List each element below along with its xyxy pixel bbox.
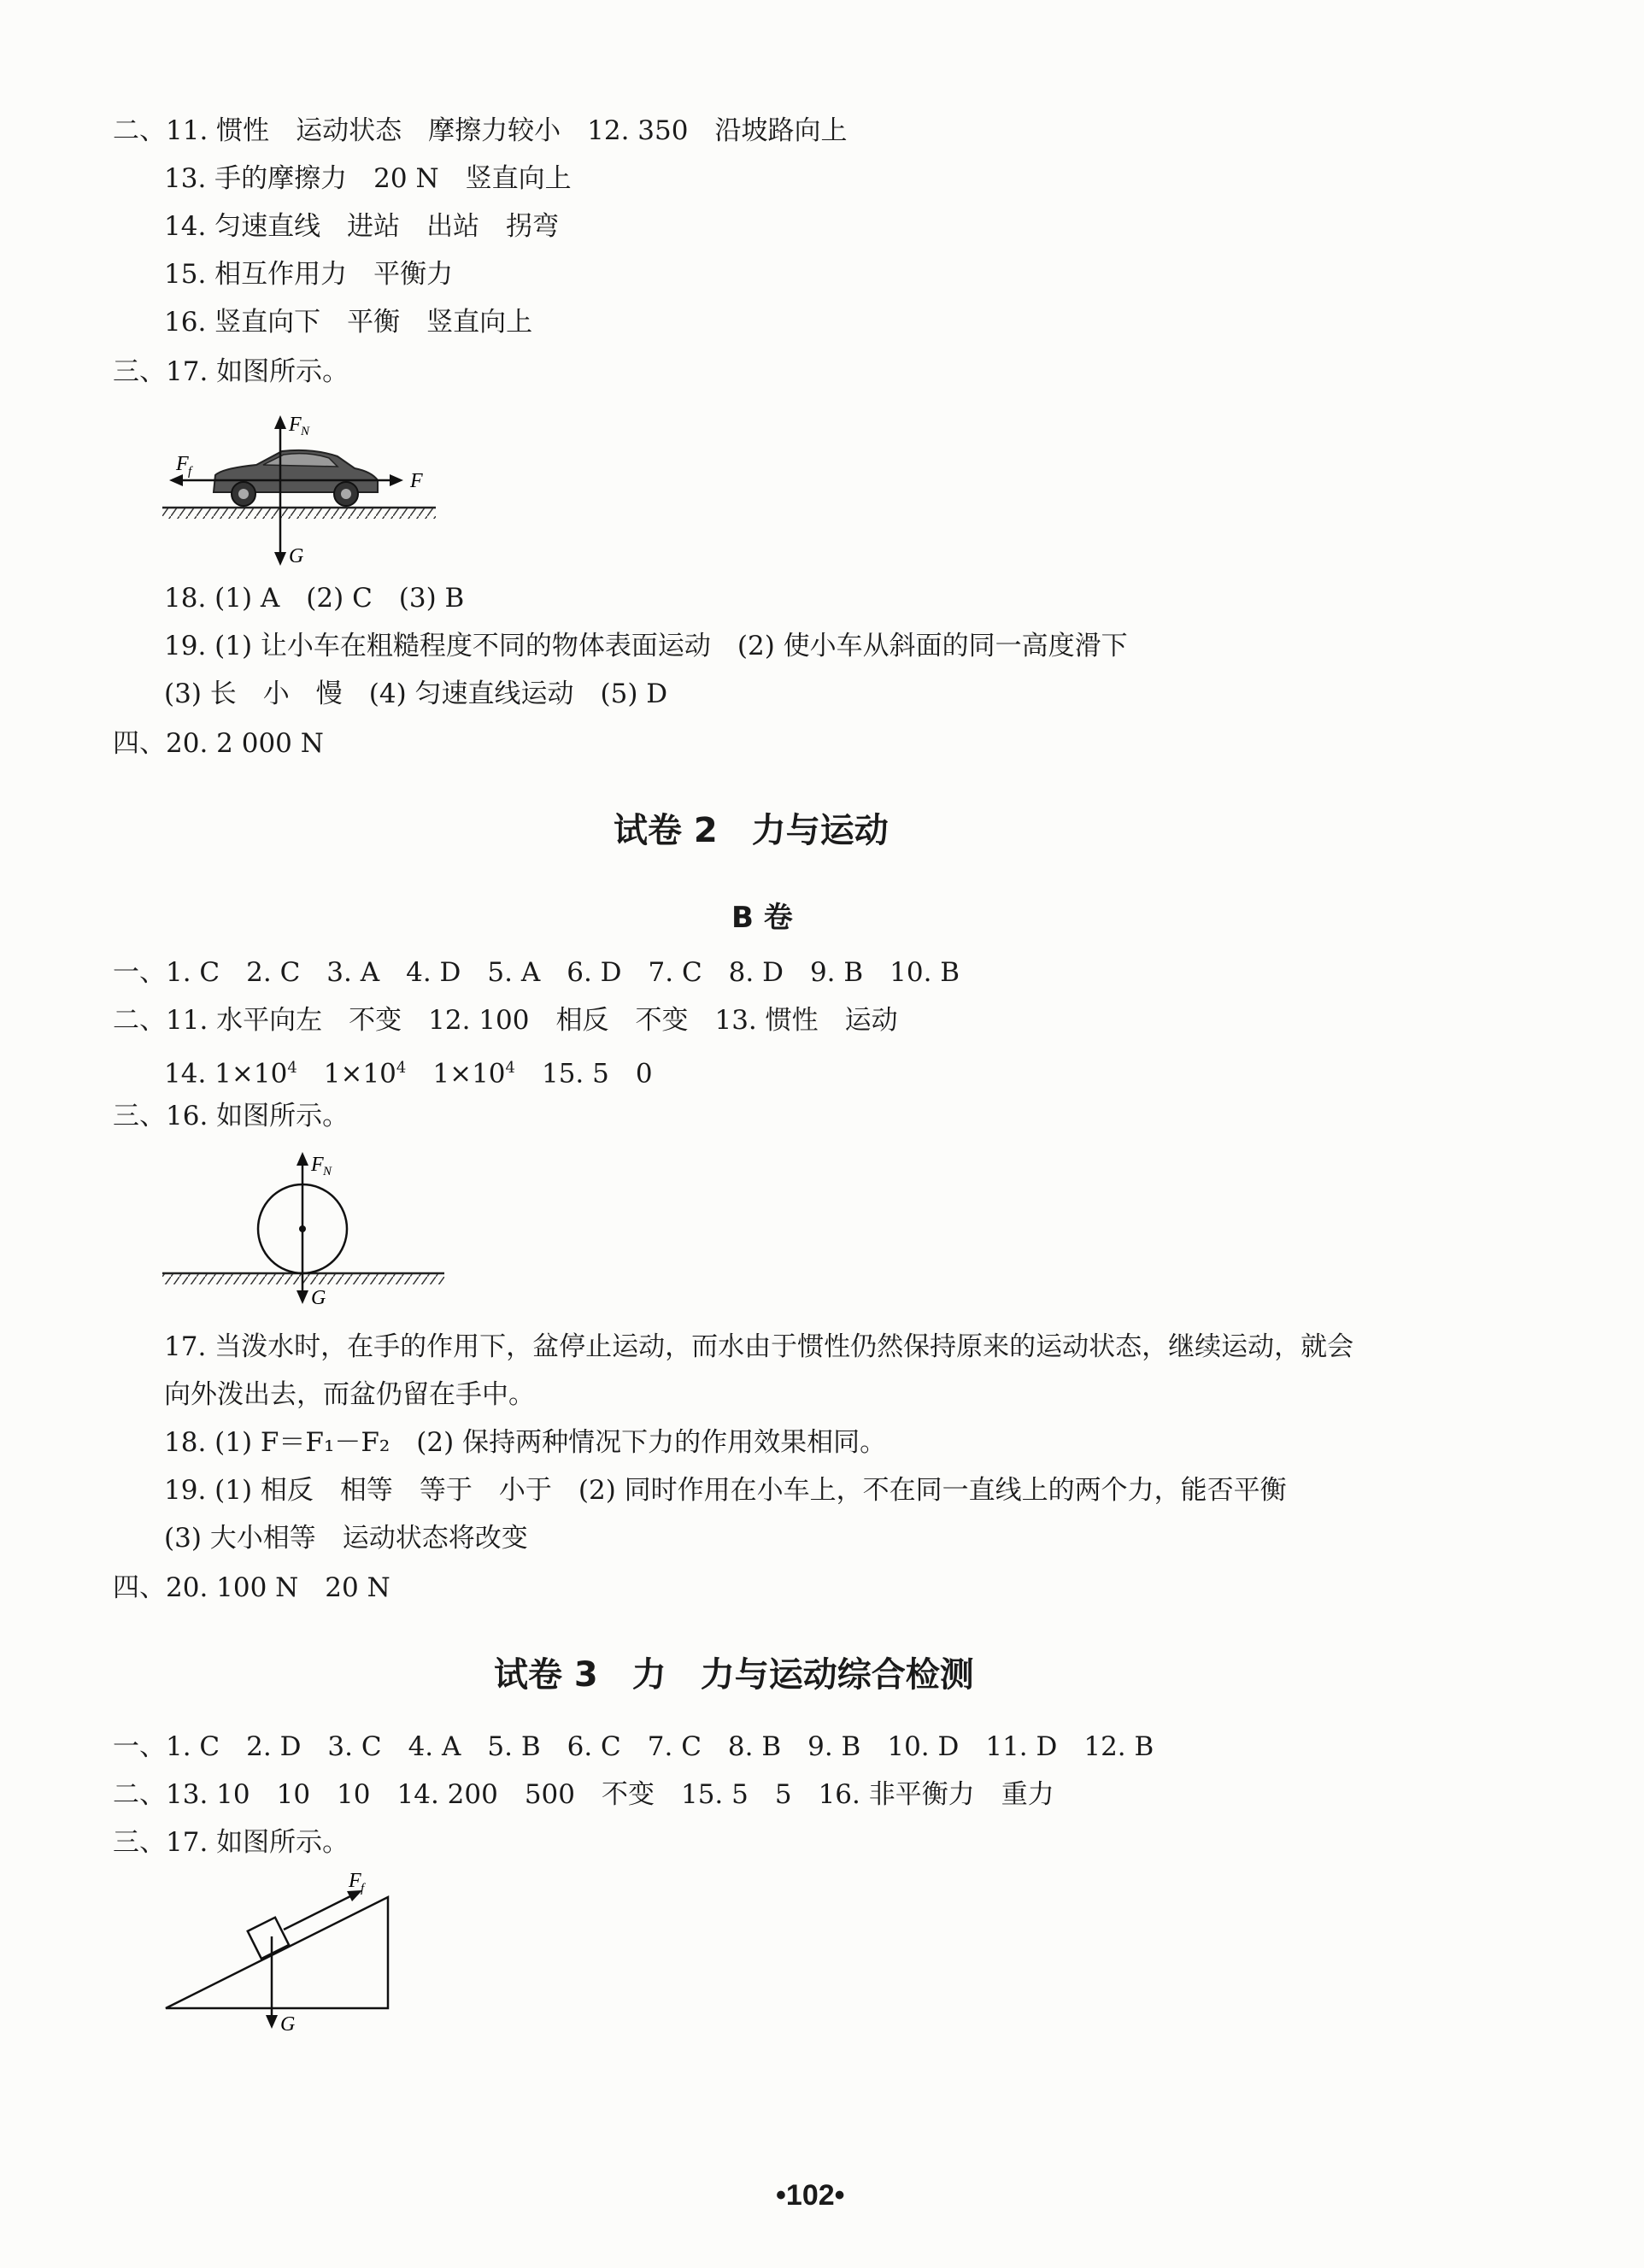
mc-answers-2: 一、1. C 2. C 3. A 4. D 5. A 6. D 7. C 8. D 9. B 10. B (113, 957, 960, 988)
line14-tail: 15. 5 0 (541, 1058, 653, 1090)
g-label-3: G (280, 2013, 296, 2036)
block-icon (248, 1918, 289, 1959)
answer-line-11-12: 二、11. 惯性 运动状态 摩擦力较小 12. 350 沿坡路向上 (113, 115, 848, 146)
fn-sub: N (301, 425, 310, 438)
fn-label-2: F (311, 1154, 324, 1176)
answer-line-17c: 三、17. 如图所示。 (113, 1827, 349, 1858)
answer-line-13-16: 二、13. 10 10 10 14. 200 500 不变 15. 5 5 16. 非平衡力 重力 (113, 1779, 1054, 1810)
answer-line-18b: 18. (1) F＝F₁－F₂ (2) 保持两种情况下力的作用效果相同。 (164, 1427, 887, 1458)
f-label: F (410, 470, 423, 492)
ff-label-3: F (349, 1870, 361, 1892)
answer-line-19b-cont: (3) 大小相等 运动状态将改变 (164, 1523, 528, 1554)
answer-line-17: 三、17. 如图所示。 (113, 356, 349, 387)
line14-prefix: 14. (164, 1058, 215, 1090)
ff-sub: f (188, 465, 192, 479)
answer-line-14: 14. 匀速直线 进站 出站 拐弯 (164, 211, 560, 242)
car-force-diagram (162, 408, 453, 571)
page-number: •102• (776, 2179, 845, 2212)
ball-force-diagram (162, 1145, 453, 1307)
sci-2-exp: 4 (396, 1059, 407, 1077)
section-title-2: 试卷 2 力与运动 (614, 811, 889, 850)
car-icon (214, 450, 378, 506)
fn-label: F (289, 414, 302, 436)
answer-line-17b: 17. 当泼水时，在手的作用下，盆停止运动，而水由于惯性仍然保持原来的运动状态，继续运动，就会 (164, 1331, 1354, 1362)
ff-sub-3: f (361, 1882, 365, 1895)
g-label-2: G (311, 1287, 326, 1309)
mc-answers-3: 一、1. C 2. D 3. C 4. A 5. B 6. C 7. C 8. B 9. B 10. D 11. D 12. B (113, 1731, 1154, 1762)
sci-2: 1×10 (323, 1058, 396, 1090)
g-label: G (289, 545, 304, 567)
section-title-3: 试卷 3 力 力与运动综合检测 (494, 1655, 974, 1695)
answer-line-19-cont: (3) 长 小 慢 (4) 匀速直线运动 (5) D (164, 679, 668, 709)
answer-line-16: 16. 竖直向下 平衡 竖直向上 (164, 307, 533, 338)
sci-3-exp: 4 (505, 1059, 515, 1077)
answer-line-20b: 四、20. 100 N 20 N (113, 1572, 390, 1603)
answer-line-19b: 19. (1) 相反 相等 等于 小于 (2) 同时作用在小车上，不在同一直线上的两个力，能否平衡 (164, 1475, 1287, 1506)
fn-sub-2: N (323, 1165, 332, 1178)
ff-label: F (176, 453, 189, 475)
answer-line-18: 18. (1) A (2) C (3) B (164, 583, 465, 614)
answer-line-20: 四、20. 2 000 N (113, 728, 324, 759)
answer-line-11-13: 二、11. 水平向左 不变 12. 100 相反 不变 13. 惯性 运动 (113, 1005, 898, 1036)
sci-1: 1×10 (214, 1058, 288, 1090)
sci-1-exp: 4 (287, 1059, 297, 1077)
incline-force-diagram (162, 1871, 419, 2042)
answer-line-17b-cont: 向外泼出去，而盆仍留在手中。 (164, 1379, 535, 1410)
answer-line-14-15 (164, 1051, 653, 1090)
sci-3: 1×10 (432, 1058, 506, 1090)
answer-line-15: 15. 相互作用力 平衡力 (164, 259, 454, 290)
answer-line-19: 19. (1) 让小车在粗糙程度不同的物体表面运动 (2) 使小车从斜面的同一高度滑下 (164, 631, 1128, 661)
answer-line-16: 三、16. 如图所示。 (113, 1101, 349, 1131)
answer-line-13: 13. 手的摩擦力 20 N 竖直向上 (164, 163, 572, 194)
section-subtitle-b: B 卷 (731, 901, 793, 935)
incline-icon (166, 1897, 388, 2008)
